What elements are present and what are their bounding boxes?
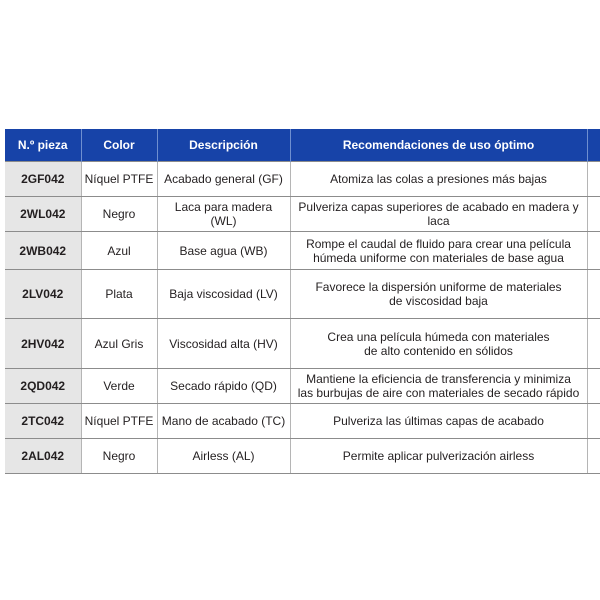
header-recommendations: Recomendaciones de uso óptimo xyxy=(290,129,587,162)
edge-cell xyxy=(587,319,600,369)
recommendation-cell xyxy=(290,197,587,232)
color-cell: Verde xyxy=(81,369,157,404)
part-number: 2QD042 xyxy=(5,369,81,404)
edge-cell xyxy=(587,404,600,439)
description-cell: Viscosidad alta (HV) xyxy=(157,319,290,369)
recommendation-line: Mantiene la eficiencia de transferencia y minimiza xyxy=(306,372,571,386)
description-cell: Mano de acabado (TC) xyxy=(157,404,290,439)
recommendation-line: Favorece la dispersión uniforme de materiales xyxy=(315,280,562,294)
recommendation-cell xyxy=(290,232,587,270)
part-number: 2LV042 xyxy=(5,270,81,319)
recommendation-cell xyxy=(290,319,587,369)
part-number: 2AL042 xyxy=(5,439,81,474)
edge-cell xyxy=(587,439,600,474)
table-row xyxy=(5,404,600,439)
table-row xyxy=(5,197,600,232)
recommendation-line: de viscosidad baja xyxy=(389,294,488,308)
part-number: 2GF042 xyxy=(5,162,81,197)
table-row xyxy=(5,162,600,197)
recommendation-line: Atomiza las colas a presiones más bajas xyxy=(330,172,547,186)
color-cell: Níquel PTFE xyxy=(81,162,157,197)
description-cell: Baja viscosidad (LV) xyxy=(157,270,290,319)
parts-table xyxy=(5,129,600,474)
recommendation-line: Pulveriza las últimas capas de acabado xyxy=(333,414,544,428)
description-cell: Airless (AL) xyxy=(157,439,290,474)
table-row xyxy=(5,319,600,369)
header-part-number: N.º pieza xyxy=(5,129,81,162)
table-row xyxy=(5,270,600,319)
table-row xyxy=(5,369,600,404)
part-number: 2TC042 xyxy=(5,404,81,439)
table-row xyxy=(5,232,600,270)
header-edge xyxy=(587,129,600,162)
recommendation-line: Permite aplicar pulverización airless xyxy=(342,449,535,463)
edge-cell xyxy=(587,232,600,270)
color-cell: Plata xyxy=(81,270,157,319)
recommendation-line: Rompe el caudal de fluido para crear una película xyxy=(306,236,571,251)
recommendation-cell xyxy=(290,270,587,319)
color-cell: Azul Gris xyxy=(81,319,157,369)
recommendation-line: Crea una película húmeda con materiales xyxy=(327,329,550,344)
color-cell: Azul xyxy=(81,232,157,270)
color-cell: Negro xyxy=(81,439,157,474)
part-number: 2WB042 xyxy=(5,232,81,270)
edge-cell xyxy=(587,369,600,404)
recommendation-line: las burbujas de aire con materiales de secado rápido xyxy=(297,386,580,400)
header-color: Color xyxy=(81,129,157,162)
recommendation-line: Pulveriza capas superiores de acabado en madera y laca xyxy=(298,200,579,228)
edge-cell xyxy=(587,197,600,232)
recommendation-line: húmeda uniforme con materiales de base agua xyxy=(313,250,564,265)
color-cell: Níquel PTFE xyxy=(81,404,157,439)
description-cell: Base agua (WB) xyxy=(157,232,290,270)
recommendation-line: de alto contenido en sólidos xyxy=(364,343,513,358)
description-cell: Laca para madera (WL) xyxy=(157,197,290,232)
header-description: Descripción xyxy=(157,129,290,162)
table-row xyxy=(5,439,600,474)
color-cell: Negro xyxy=(81,197,157,232)
part-number: 2WL042 xyxy=(5,197,81,232)
edge-cell xyxy=(587,162,600,197)
part-number: 2HV042 xyxy=(5,319,81,369)
table-header-row xyxy=(5,129,600,162)
recommendation-cell xyxy=(290,162,587,197)
recommendation-cell xyxy=(290,439,587,474)
description-cell: Acabado general (GF) xyxy=(157,162,290,197)
description-cell: Secado rápido (QD) xyxy=(157,369,290,404)
recommendation-cell xyxy=(290,369,587,404)
recommendation-cell xyxy=(290,404,587,439)
edge-cell xyxy=(587,270,600,319)
